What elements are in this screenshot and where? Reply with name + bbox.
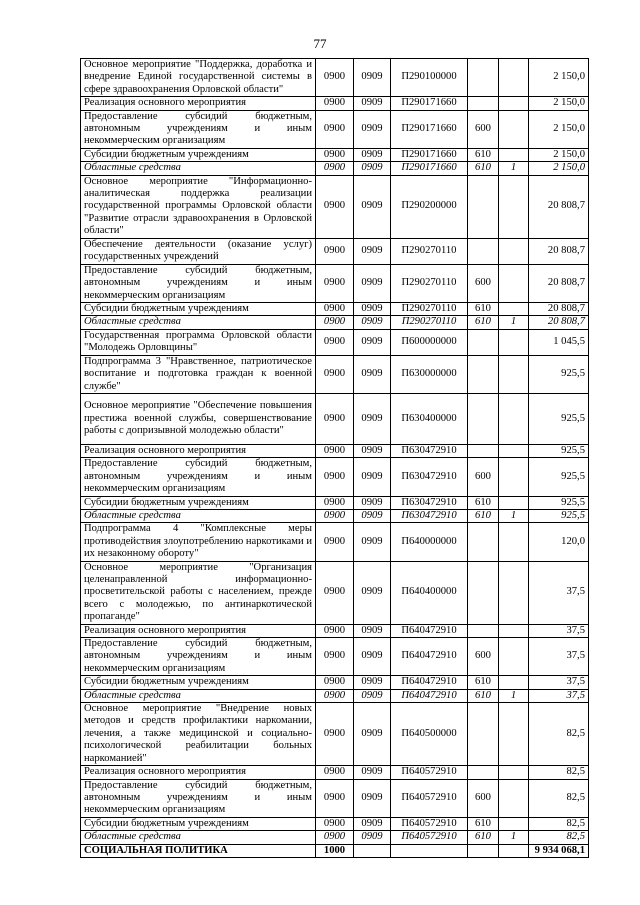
table-row: [81, 264, 589, 302]
row-target-article: П290270110: [391, 238, 468, 264]
row-subsection: 0909: [354, 444, 391, 457]
row-name: Реализация основного мероприятия: [81, 97, 316, 110]
row-sum: 1 045,5: [529, 329, 589, 355]
row-name: Предоставление субсидий бюджетным, автономным учреждениям и иным некоммерческим организациям: [81, 638, 316, 676]
row-name: Субсидии бюджетным учреждениям: [81, 148, 316, 161]
row-subsection: 0909: [354, 148, 391, 161]
row-funding-source: [499, 444, 529, 457]
row-expense-type: 610: [468, 302, 499, 315]
row-funding-source: [499, 355, 529, 393]
row-subsection: 0909: [354, 329, 391, 355]
row-sum: 82,5: [529, 831, 589, 844]
page-number: 77: [313, 36, 327, 51]
row-subsection: 0909: [354, 624, 391, 637]
row-expense-type: 610: [468, 316, 499, 329]
row-target-article: П290270110: [391, 302, 468, 315]
row-section: 0900: [316, 561, 354, 624]
row-sum: 9 934 068,1: [529, 844, 589, 857]
row-target-article: П290270110: [391, 316, 468, 329]
row-subsection: 0909: [354, 458, 391, 496]
row-section: 1000: [316, 844, 354, 857]
row-name: Субсидии бюджетным учреждениям: [81, 302, 316, 315]
row-section: 0900: [316, 162, 354, 175]
row-expense-type: 610: [468, 676, 499, 689]
row-section: 0900: [316, 355, 354, 393]
table-row: [81, 817, 589, 830]
row-sum: 925,5: [529, 393, 589, 444]
row-subsection: 0909: [354, 316, 391, 329]
row-expense-type: [468, 238, 499, 264]
row-sum: 925,5: [529, 458, 589, 496]
row-sum: 82,5: [529, 703, 589, 766]
row-expense-type: 610: [468, 509, 499, 522]
row-section: 0900: [316, 624, 354, 637]
row-funding-source: [499, 523, 529, 561]
row-subsection: 0909: [354, 175, 391, 238]
row-expense-type: [468, 624, 499, 637]
row-name: Субсидии бюджетным учреждениям: [81, 817, 316, 830]
row-section: 0900: [316, 238, 354, 264]
row-funding-source: [499, 393, 529, 444]
row-subsection: 0909: [354, 638, 391, 676]
row-section: 0900: [316, 523, 354, 561]
row-name: Предоставление субсидий бюджетным, автономным учреждениям и иным некоммерческим организациям: [81, 458, 316, 496]
row-target-article: П630472910: [391, 444, 468, 457]
row-target-article: П630472910: [391, 509, 468, 522]
row-name: Реализация основного мероприятия: [81, 444, 316, 457]
table-row: [81, 175, 589, 238]
table-row: [81, 458, 589, 496]
row-name: Субсидии бюджетным учреждениям: [81, 676, 316, 689]
row-expense-type: [468, 703, 499, 766]
table-row: [81, 355, 589, 393]
row-sum: 120,0: [529, 523, 589, 561]
row-sum: 20 808,7: [529, 264, 589, 302]
row-funding-source: [499, 175, 529, 238]
row-expense-type: [468, 444, 499, 457]
row-section: 0900: [316, 817, 354, 830]
row-subsection: 0909: [354, 393, 391, 444]
row-subsection: 0909: [354, 561, 391, 624]
table-row: [81, 689, 589, 702]
row-funding-source: [499, 238, 529, 264]
row-name: Основное мероприятие "Поддержка, доработка и внедрение Единой государственной системы в сфере здравоохранения Орловской области": [81, 59, 316, 97]
row-section: 0900: [316, 302, 354, 315]
table-row: [81, 302, 589, 315]
row-name: Предоставление субсидий бюджетным, автономным учреждениям и иным некоммерческим организациям: [81, 779, 316, 817]
table-row: [81, 779, 589, 817]
table-row: [81, 703, 589, 766]
row-funding-source: [499, 329, 529, 355]
table-row: [81, 523, 589, 561]
row-sum: 37,5: [529, 689, 589, 702]
row-sum: 37,5: [529, 561, 589, 624]
row-expense-type: 610: [468, 162, 499, 175]
row-section: 0900: [316, 676, 354, 689]
row-expense-type: 610: [468, 148, 499, 161]
row-funding-source: [499, 97, 529, 110]
row-target-article: П630000000: [391, 355, 468, 393]
row-subsection: 0909: [354, 523, 391, 561]
row-section: 0900: [316, 689, 354, 702]
row-expense-type: [468, 523, 499, 561]
row-funding-source: [499, 496, 529, 509]
row-target-article: П290171660: [391, 110, 468, 148]
row-name: Областные средства: [81, 316, 316, 329]
row-sum: 2 150,0: [529, 97, 589, 110]
row-name: Реализация основного мероприятия: [81, 624, 316, 637]
row-name: Областные средства: [81, 831, 316, 844]
table-row: [81, 238, 589, 264]
table-row: [81, 393, 589, 444]
row-subsection: 0909: [354, 676, 391, 689]
table-row: [81, 676, 589, 689]
row-name: Государственная программа Орловской области "Молодежь Орловщины": [81, 329, 316, 355]
table-row-total: [81, 844, 589, 857]
row-subsection: 0909: [354, 97, 391, 110]
row-funding-source: [499, 148, 529, 161]
table-row: [81, 831, 589, 844]
row-section: 0900: [316, 316, 354, 329]
row-target-article: П290171660: [391, 162, 468, 175]
row-funding-source: [499, 302, 529, 315]
table-row: [81, 148, 589, 161]
row-section: 0900: [316, 509, 354, 522]
row-sum: 20 808,7: [529, 175, 589, 238]
row-name: Основное мероприятие "Обеспечение повышения престижа военной службы, совершенствование работы с допризывной молодежью области": [81, 393, 316, 444]
row-sum: 37,5: [529, 676, 589, 689]
row-target-article: П290171660: [391, 148, 468, 161]
row-sum: 20 808,7: [529, 316, 589, 329]
row-sum: 925,5: [529, 355, 589, 393]
row-target-article: П640472910: [391, 638, 468, 676]
row-subsection: [354, 844, 391, 857]
row-target-article: П640572910: [391, 766, 468, 779]
row-sum: 925,5: [529, 509, 589, 522]
row-expense-type: 610: [468, 817, 499, 830]
row-name: СОЦИАЛЬНАЯ ПОЛИТИКА: [81, 844, 316, 857]
row-section: 0900: [316, 458, 354, 496]
row-expense-type: 600: [468, 264, 499, 302]
row-funding-source: [499, 817, 529, 830]
row-target-article: П640572910: [391, 831, 468, 844]
row-section: 0900: [316, 148, 354, 161]
row-expense-type: 600: [468, 458, 499, 496]
row-expense-type: 610: [468, 831, 499, 844]
row-name: Предоставление субсидий бюджетным, автономным учреждениям и иным некоммерческим организациям: [81, 264, 316, 302]
row-section: 0900: [316, 831, 354, 844]
row-funding-source: [499, 844, 529, 857]
table-row: [81, 59, 589, 97]
row-target-article: П640472910: [391, 689, 468, 702]
row-expense-type: 610: [468, 496, 499, 509]
row-sum: 925,5: [529, 496, 589, 509]
row-funding-source: 1: [499, 831, 529, 844]
row-target-article: П630472910: [391, 496, 468, 509]
row-subsection: 0909: [354, 496, 391, 509]
row-name: Подпрограмма 4 "Комплексные меры противодействия злоупотреблению наркотиками и их незаконному обороту": [81, 523, 316, 561]
row-target-article: П290171660: [391, 97, 468, 110]
row-subsection: 0909: [354, 59, 391, 97]
row-expense-type: [468, 561, 499, 624]
row-subsection: 0909: [354, 779, 391, 817]
table-row: [81, 638, 589, 676]
row-sum: 82,5: [529, 766, 589, 779]
row-target-article: П290270110: [391, 264, 468, 302]
row-section: 0900: [316, 110, 354, 148]
row-name: Основное мероприятие "Организация целенаправленной информационно-просветительской работы с населением, прежде всего с молодежью, по антинаркотической пропаганде": [81, 561, 316, 624]
row-expense-type: [468, 355, 499, 393]
row-section: 0900: [316, 393, 354, 444]
row-target-article: П640500000: [391, 703, 468, 766]
row-name: Субсидии бюджетным учреждениям: [81, 496, 316, 509]
row-section: 0900: [316, 329, 354, 355]
row-funding-source: [499, 561, 529, 624]
row-subsection: 0909: [354, 162, 391, 175]
table-row: [81, 162, 589, 175]
row-sum: 2 150,0: [529, 110, 589, 148]
table-row: [81, 329, 589, 355]
row-section: 0900: [316, 175, 354, 238]
row-subsection: 0909: [354, 509, 391, 522]
row-target-article: П600000000: [391, 329, 468, 355]
row-target-article: П640472910: [391, 624, 468, 637]
table-row: [81, 766, 589, 779]
row-funding-source: 1: [499, 316, 529, 329]
row-target-article: П640572910: [391, 817, 468, 830]
table-row: [81, 496, 589, 509]
row-sum: 82,5: [529, 779, 589, 817]
row-section: 0900: [316, 444, 354, 457]
table-row: [81, 561, 589, 624]
row-funding-source: [499, 624, 529, 637]
table-row: [81, 509, 589, 522]
row-expense-type: [468, 844, 499, 857]
row-sum: 20 808,7: [529, 238, 589, 264]
row-expense-type: 600: [468, 779, 499, 817]
row-name: Реализация основного мероприятия: [81, 766, 316, 779]
table-row: [81, 624, 589, 637]
table-row: [81, 316, 589, 329]
row-target-article: П630472910: [391, 458, 468, 496]
row-section: 0900: [316, 638, 354, 676]
row-name: Областные средства: [81, 162, 316, 175]
row-subsection: 0909: [354, 264, 391, 302]
row-sum: 2 150,0: [529, 162, 589, 175]
row-sum: 925,5: [529, 444, 589, 457]
row-sum: 37,5: [529, 624, 589, 637]
row-section: 0900: [316, 264, 354, 302]
row-sum: 20 808,7: [529, 302, 589, 315]
row-subsection: 0909: [354, 110, 391, 148]
table-row: [81, 444, 589, 457]
row-name: Обеспечение деятельности (оказание услуг) государственных учреждений: [81, 238, 316, 264]
row-subsection: 0909: [354, 817, 391, 830]
row-name: Основное мероприятие "Внедрение новых методов и средств профилактики наркомании, лечения, а также медицинской и социально-психологической реабилитации больных наркоманией": [81, 703, 316, 766]
row-funding-source: 1: [499, 162, 529, 175]
row-subsection: 0909: [354, 238, 391, 264]
row-target-article: П640000000: [391, 523, 468, 561]
row-target-article: П640400000: [391, 561, 468, 624]
row-expense-type: [468, 175, 499, 238]
row-funding-source: [499, 676, 529, 689]
row-funding-source: [499, 638, 529, 676]
row-funding-source: [499, 110, 529, 148]
row-target-article: П640472910: [391, 676, 468, 689]
row-name: Областные средства: [81, 689, 316, 702]
row-section: 0900: [316, 703, 354, 766]
table-row: [81, 110, 589, 148]
row-subsection: 0909: [354, 766, 391, 779]
row-name: Основное мероприятие "Информационно-аналитическая поддержка реализации государственной программы Орловской области "Развитие отрасли здравоохранения в Орловской области": [81, 175, 316, 238]
row-target-article: П630400000: [391, 393, 468, 444]
row-section: 0900: [316, 97, 354, 110]
row-expense-type: 600: [468, 638, 499, 676]
row-section: 0900: [316, 496, 354, 509]
row-sum: 2 150,0: [529, 59, 589, 97]
row-expense-type: [468, 329, 499, 355]
row-expense-type: [468, 393, 499, 444]
table-row: [81, 97, 589, 110]
row-sum: 37,5: [529, 638, 589, 676]
row-subsection: 0909: [354, 703, 391, 766]
row-funding-source: 1: [499, 689, 529, 702]
row-sum: 82,5: [529, 817, 589, 830]
row-expense-type: [468, 59, 499, 97]
row-expense-type: [468, 766, 499, 779]
row-subsection: 0909: [354, 831, 391, 844]
row-section: 0900: [316, 779, 354, 817]
row-funding-source: [499, 264, 529, 302]
row-target-article: [391, 844, 468, 857]
row-funding-source: 1: [499, 509, 529, 522]
row-name: Подпрограмма 3 "Нравственное, патриотическое воспитание и подготовка граждан к военной службе": [81, 355, 316, 393]
row-target-article: П290100000: [391, 59, 468, 97]
row-expense-type: 600: [468, 110, 499, 148]
row-section: 0900: [316, 766, 354, 779]
row-expense-type: 610: [468, 689, 499, 702]
row-funding-source: [499, 703, 529, 766]
row-subsection: 0909: [354, 689, 391, 702]
row-name: Областные средства: [81, 509, 316, 522]
row-subsection: 0909: [354, 302, 391, 315]
row-target-article: П640572910: [391, 779, 468, 817]
row-funding-source: [499, 779, 529, 817]
row-funding-source: [499, 458, 529, 496]
row-section: 0900: [316, 59, 354, 97]
row-subsection: 0909: [354, 355, 391, 393]
row-funding-source: [499, 59, 529, 97]
row-expense-type: [468, 97, 499, 110]
row-target-article: П290200000: [391, 175, 468, 238]
row-funding-source: [499, 766, 529, 779]
row-sum: 2 150,0: [529, 148, 589, 161]
row-name: Предоставление субсидий бюджетным, автономным учреждениям и иным некоммерческим организациям: [81, 110, 316, 148]
budget-table: [80, 58, 589, 858]
